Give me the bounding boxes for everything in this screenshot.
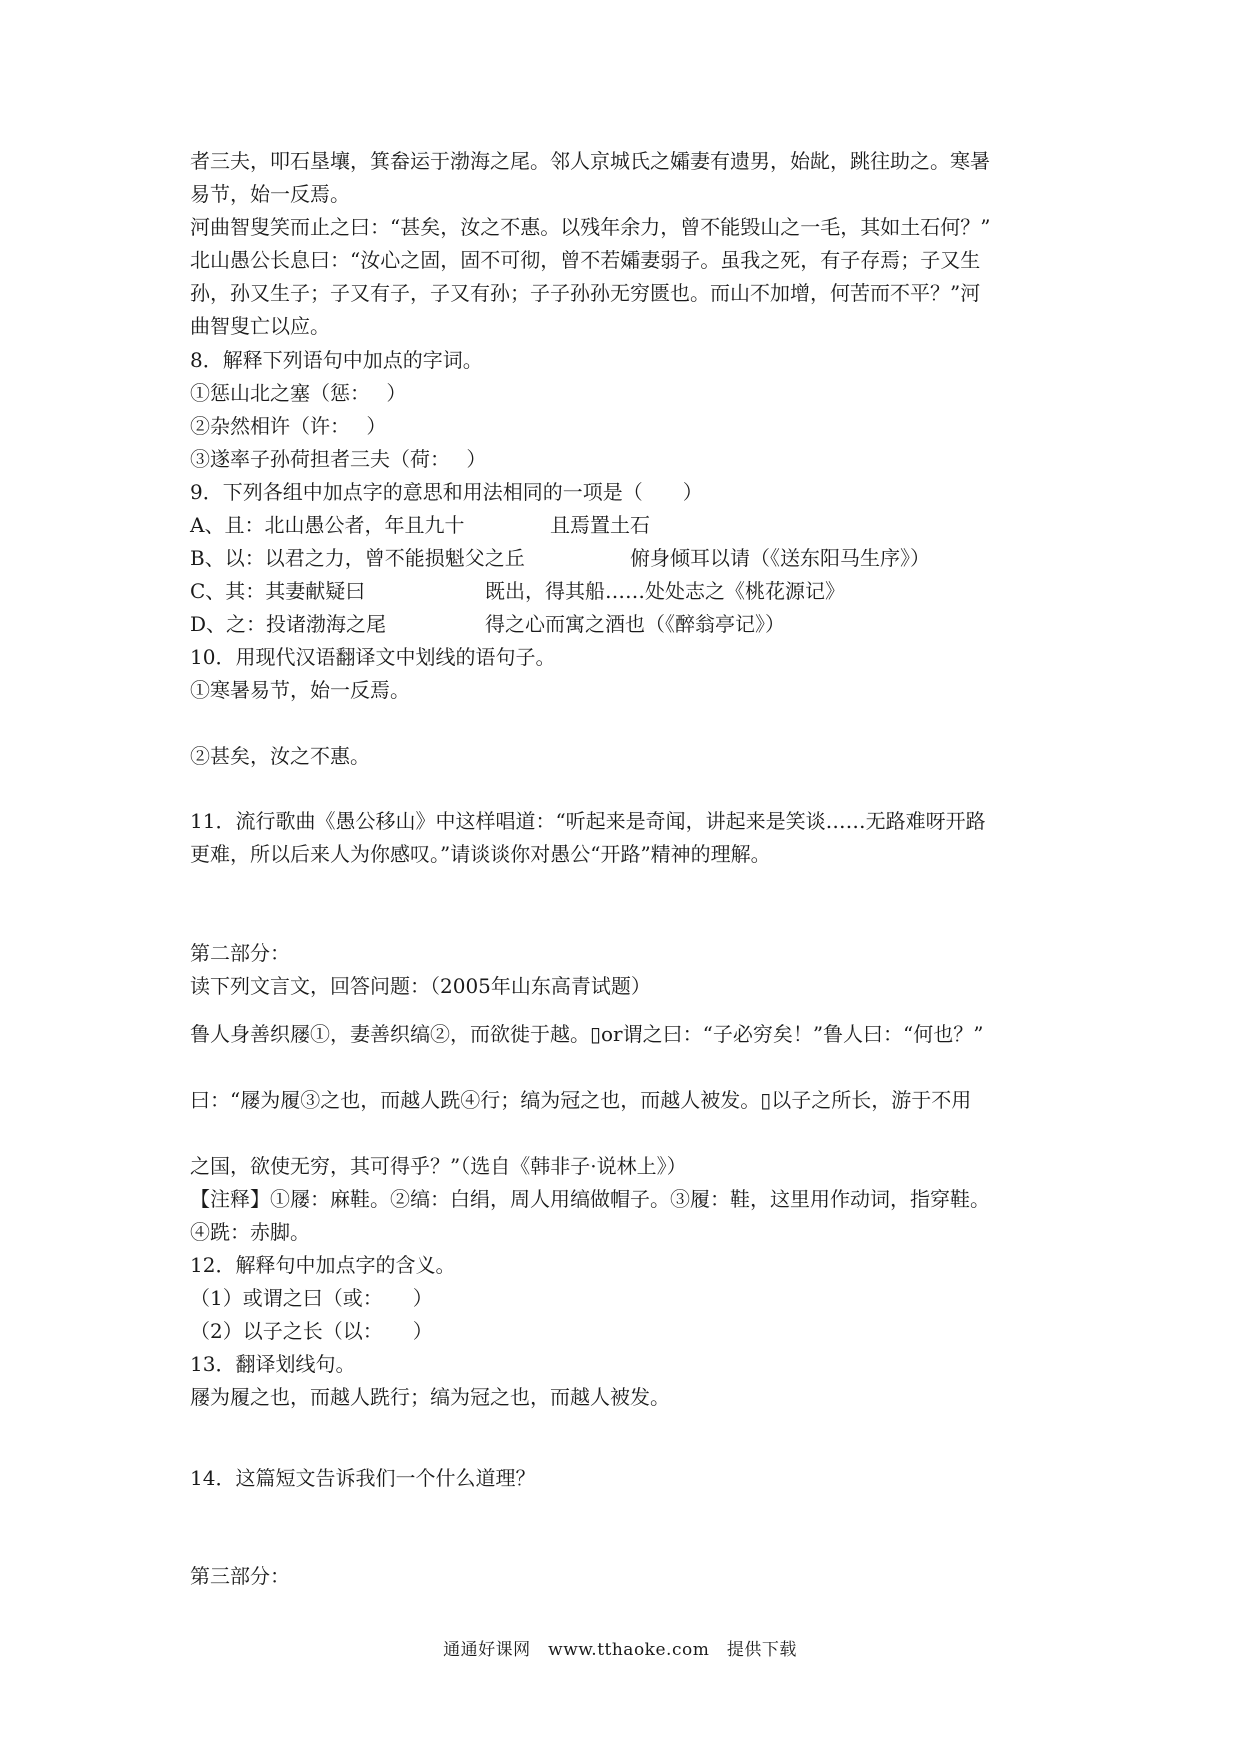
question-10-item-2 bbox=[190, 740, 1070, 773]
question-item: （1）或谓之曰（或： ） bbox=[190, 1286, 433, 1310]
option-a-right: 且焉置土石 bbox=[550, 513, 650, 537]
annotation: ④跣：赤脚。 bbox=[190, 1220, 310, 1244]
option-b-left: B、以：以君之力，曾不能损魁父之丘 bbox=[190, 546, 525, 570]
question-8 bbox=[190, 344, 1070, 476]
section-intro: 读下列文言文，回答问题：（2005年山东高青试题） bbox=[190, 974, 651, 998]
question-stem: 10．用现代汉语翻译文中划线的语句子。 bbox=[190, 645, 556, 669]
passage-line: 河曲智叟笑而止之曰：“甚矣，汝之不惠。以残年余力，曾不能毁山之一毛，其如土石何？” bbox=[190, 215, 991, 239]
option-d bbox=[190, 608, 1070, 641]
question-12 bbox=[190, 1249, 1070, 1414]
option-c-left: C、其：其妻献疑曰 bbox=[190, 579, 366, 603]
question-item: ②甚矣，汝之不惠。 bbox=[190, 744, 370, 768]
question-item: ③遂率子孙荷担者三夫（荷： ） bbox=[190, 447, 487, 471]
question-item: 屦为履之也，而越人跣行；缟为冠之也，而越人被发。 bbox=[190, 1385, 670, 1409]
option-c bbox=[190, 575, 1070, 608]
option-d-left: D、之：投诸渤海之尾 bbox=[190, 612, 387, 636]
section-heading: 第三部分： bbox=[190, 1564, 290, 1588]
passage-two-line-1 bbox=[190, 1018, 1070, 1051]
part-two bbox=[190, 937, 1070, 1003]
question-item: （2）以子之长（以： ） bbox=[190, 1319, 433, 1343]
question-stem: 更难，所以后来人为你感叹。”请谈谈你对愚公“开路”精神的理解。 bbox=[190, 842, 771, 866]
passage-two-notes bbox=[190, 1150, 1070, 1249]
passage-one bbox=[190, 145, 1070, 343]
passage-line: 鲁人身善织屦①，妻善织缟②，而欲徙于越。▯or谓之曰：“子必穷矣！”鲁人曰：“何也？” bbox=[190, 1022, 984, 1046]
section-heading: 第二部分： bbox=[190, 941, 290, 965]
option-a bbox=[190, 509, 1070, 542]
annotation: 【注释】①屦：麻鞋。②缟：白绢，周人用缟做帽子。③履：鞋，这里用作动词，指穿鞋。 bbox=[190, 1187, 990, 1211]
question-stem: 13．翻译划线句。 bbox=[190, 1352, 356, 1376]
question-11 bbox=[190, 805, 1070, 871]
question-item: ①寒暑易节，始一反焉。 bbox=[190, 678, 410, 702]
part-three bbox=[190, 1560, 1070, 1593]
question-item: ②杂然相许（许： ） bbox=[190, 414, 387, 438]
question-stem: 12．解释句中加点字的含义。 bbox=[190, 1253, 456, 1277]
passage-two-line-2 bbox=[190, 1084, 1070, 1117]
question-stem: 8．解释下列语句中加点的字词。 bbox=[190, 348, 483, 372]
passage-line: 北山愚公长息曰：“汝心之固，固不可彻，曾不若孀妻弱子。虽我之死，有子存焉；子又生 bbox=[190, 248, 981, 272]
option-b bbox=[190, 542, 1070, 575]
passage-line: 曰：“屦为履③之也，而越人跣④行；缟为冠之也，而越人被发。▯以子之所长，游于不用 bbox=[190, 1088, 972, 1112]
page-footer: 通通好课网 www.tthaoke.com 提供下载 bbox=[443, 1640, 797, 1660]
question-10 bbox=[190, 641, 1070, 707]
question-stem: 14．这篇短文告诉我们一个什么道理？ bbox=[190, 1466, 536, 1490]
question-14 bbox=[190, 1462, 1070, 1495]
option-b-right: 俯身倾耳以请（《送东阳马生序》） bbox=[630, 546, 930, 570]
passage-line: 易节，始一反焉。 bbox=[190, 182, 350, 206]
passage-line: 者三夫，叩石垦壤，箕畚运于渤海之尾。邻人京城氏之孀妻有遗男，始龀，跳往助之。寒暑 bbox=[190, 149, 990, 173]
question-stem: 9．下列各组中加点字的意思和用法相同的一项是（ ） bbox=[190, 480, 703, 504]
passage-line: 之国，欲使无穷，其可得乎？”（选自《韩非子·说林上》） bbox=[190, 1154, 687, 1178]
option-c-right: 既出，得其船……处处志之《桃花源记》 bbox=[485, 579, 845, 603]
question-stem: 11．流行歌曲《愚公移山》中这样唱道：“听起来是奇闻，讲起来是笑谈……无路难呀开路 bbox=[190, 809, 986, 833]
question-9 bbox=[190, 476, 1070, 641]
passage-line: 曲智叟亡以应。 bbox=[190, 314, 330, 338]
passage-line: 孙，孙又生子；子又有子，子又有孙；子子孙孙无穷匮也。而山不加增，何苦而不平？”河 bbox=[190, 281, 981, 305]
option-a-left: A、且：北山愚公者，年且九十 bbox=[190, 513, 465, 537]
question-item: ①惩山北之塞（惩： ） bbox=[190, 381, 407, 405]
option-d-right: 得之心而寓之酒也（《醉翁亭记》） bbox=[485, 612, 785, 636]
